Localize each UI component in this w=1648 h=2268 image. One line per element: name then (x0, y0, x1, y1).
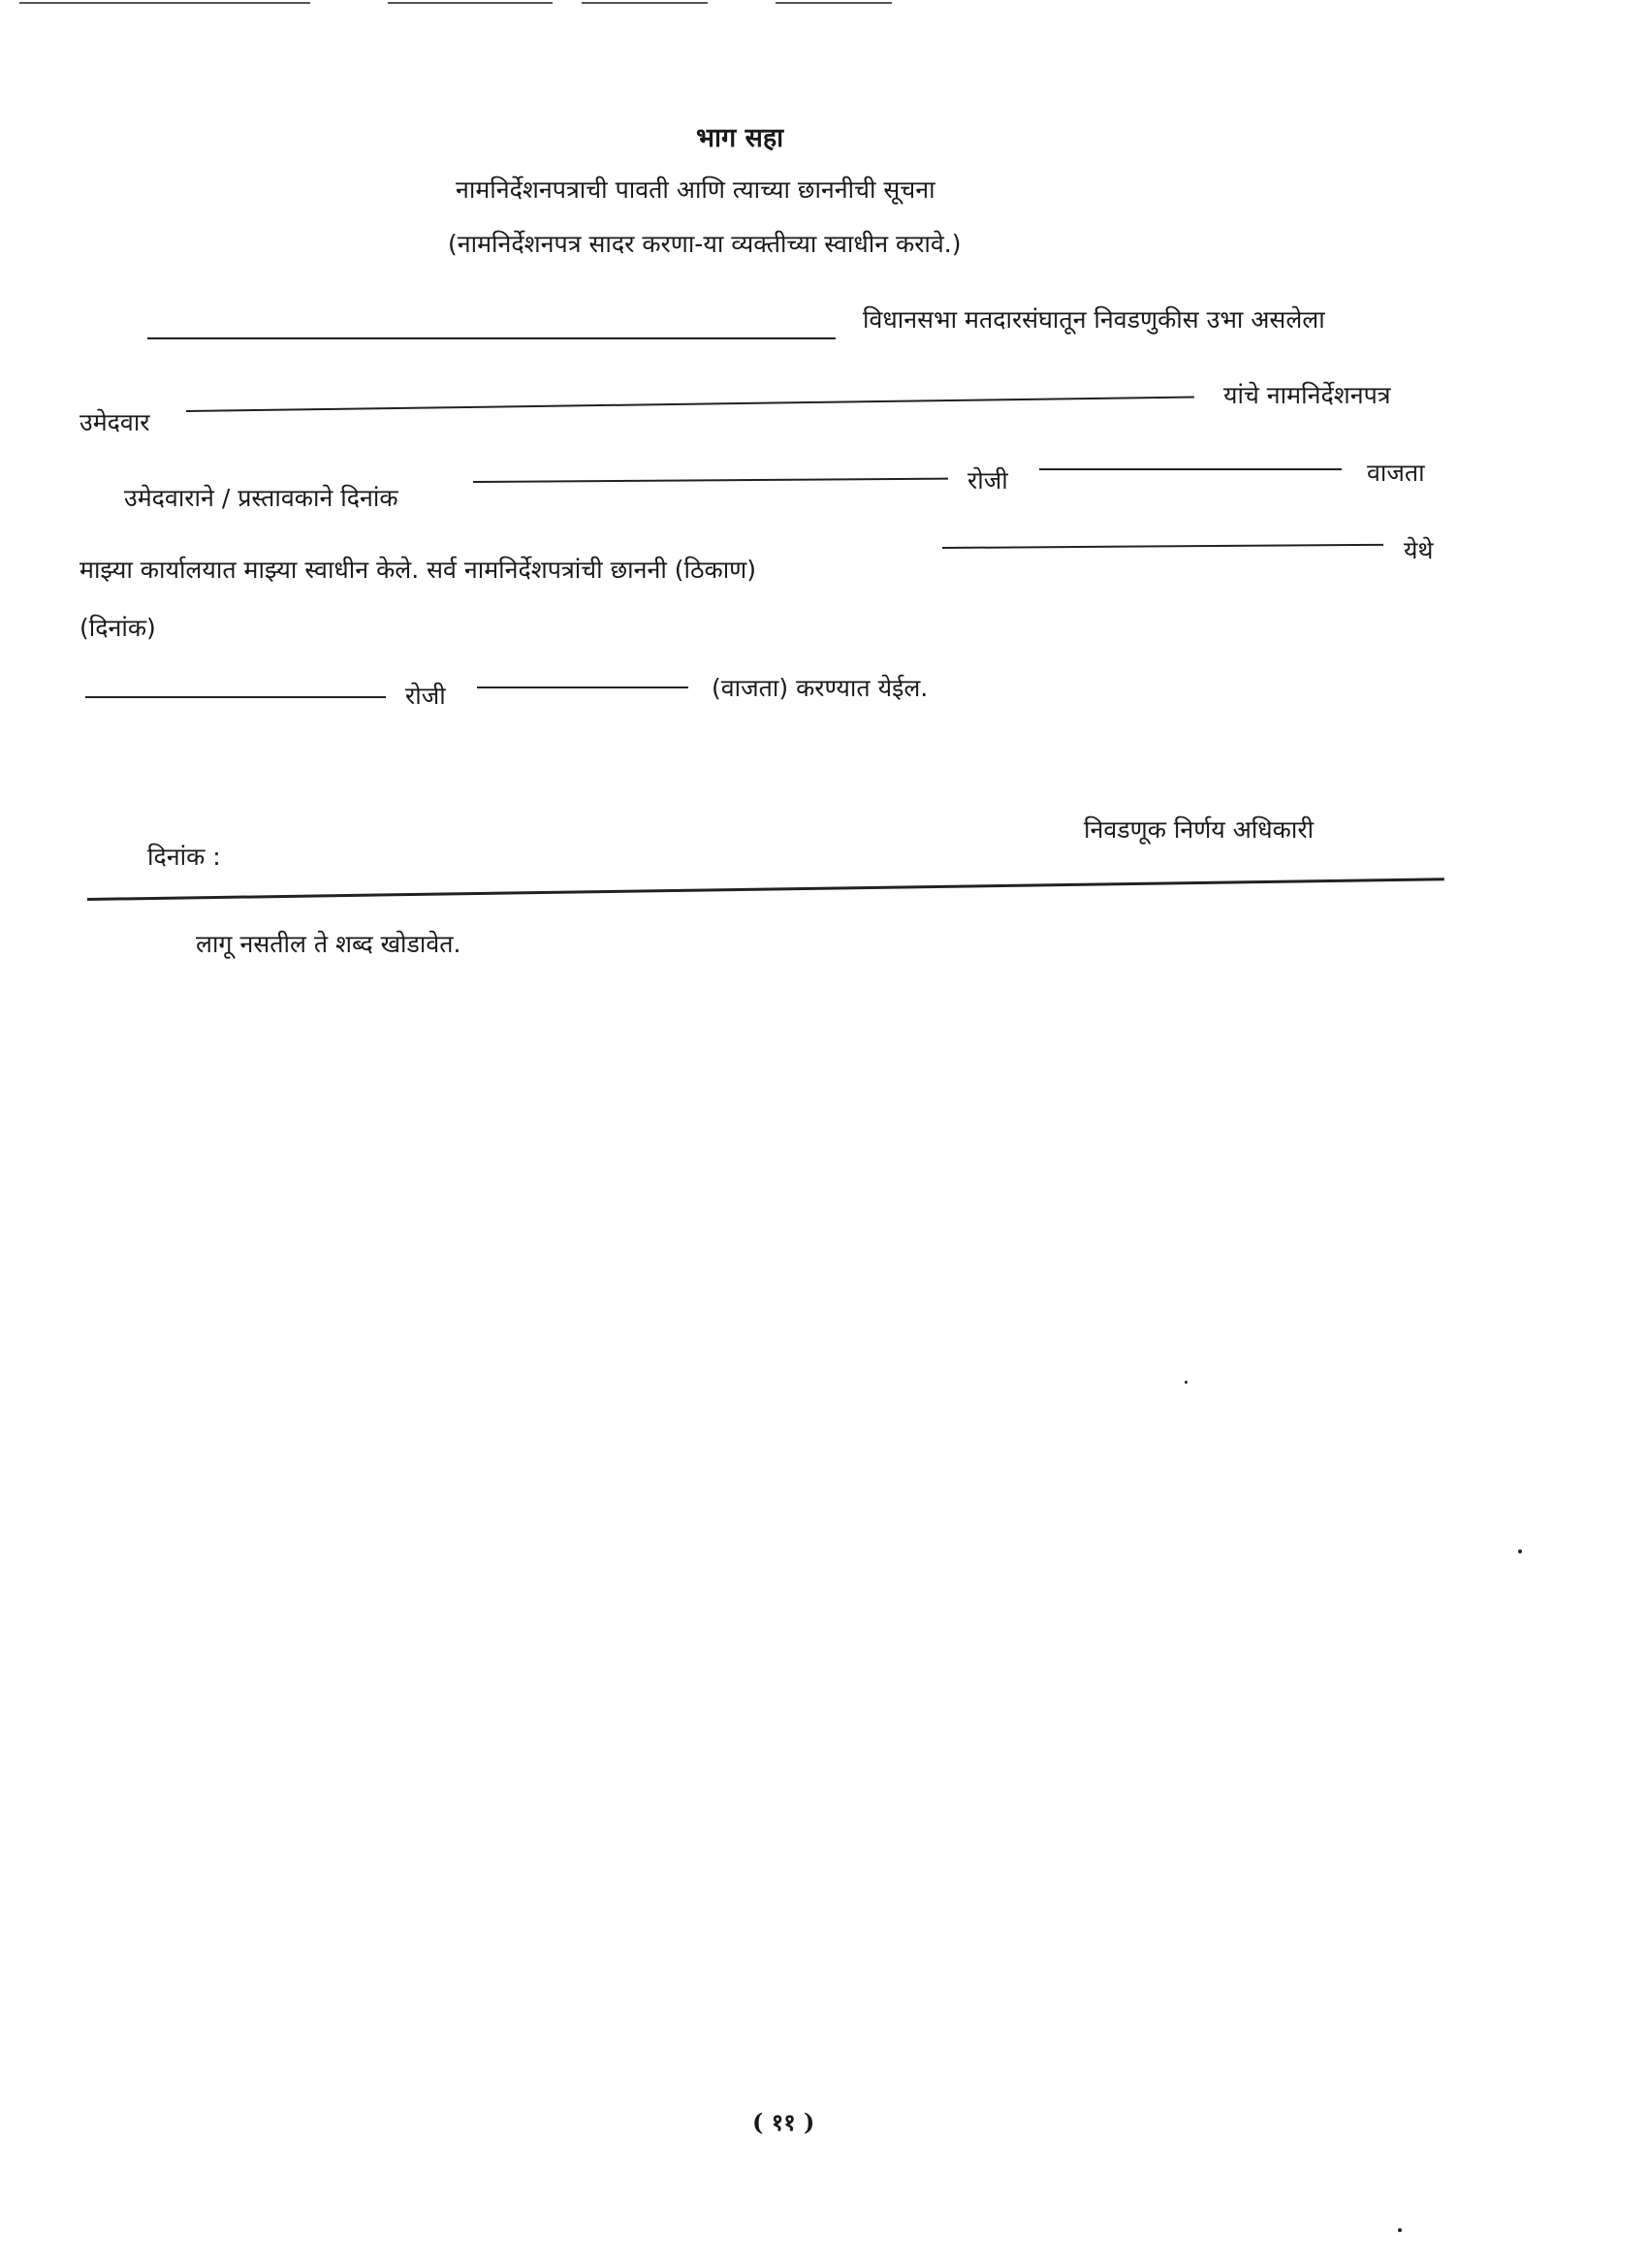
section-subtitle: नामनिर्देशनपत्राची पावती आणि त्याच्या छाननीची सूचना (456, 176, 935, 204)
footnote: लागू नसतील ते शब्द खोडावेत. (196, 930, 461, 958)
candidate-label: उमेदवार (79, 408, 150, 436)
roji-label: रोजी (967, 466, 1008, 495)
scan-mark (776, 2, 892, 4)
submission-date-blank[interactable] (473, 478, 948, 483)
scan-mark (19, 2, 310, 4)
constituency-blank[interactable] (147, 337, 836, 339)
submitted-by-label: उमेदवाराने / प्रस्तावकाने दिनांक (124, 484, 398, 512)
line2-text: यांचे नामनिर्देशनपत्र (1223, 381, 1391, 409)
date-label: (दिनांक) (79, 614, 156, 642)
scan-mark (388, 2, 553, 4)
scrutiny-time-blank[interactable] (477, 687, 688, 688)
page-number: ( ११ ) (752, 2108, 815, 2136)
separator-rule (87, 878, 1444, 901)
roji-label-2: रोजी (405, 682, 446, 710)
scan-speck (1518, 1549, 1522, 1553)
line4-text: माझ्या कार्यालयात माझ्या स्वाधीन केले. सर्व नामनिर्देशपत्रांची छाननी (ठिकाण) (79, 556, 757, 584)
signature-date-label: दिनांक : (147, 843, 221, 871)
submission-time-blank[interactable] (1039, 468, 1342, 470)
line6-text: (वाजता) करण्यात येईल. (712, 674, 929, 702)
returning-officer-label: निवडणूक निर्णय अधिकारी (1084, 815, 1315, 844)
scrutiny-date-blank[interactable] (85, 696, 386, 698)
vajta-label: वाजता (1367, 459, 1425, 487)
scan-mark (582, 2, 708, 4)
yethe-label: येथे (1404, 536, 1434, 564)
line1-text: विधानसभा मतदारसंघातून निवडणुकीस उभा असलेला (863, 305, 1325, 334)
scan-speck (1185, 1381, 1188, 1384)
section-title: भाग सहा (696, 123, 784, 153)
scan-speck (1398, 2228, 1402, 2232)
candidate-name-blank[interactable] (186, 396, 1194, 412)
scrutiny-place-blank[interactable] (942, 544, 1383, 549)
section-instruction: (नामनिर्देशनपत्र सादर करणा-या व्यक्तीच्या स्वाधीन करावे.) (448, 230, 962, 258)
